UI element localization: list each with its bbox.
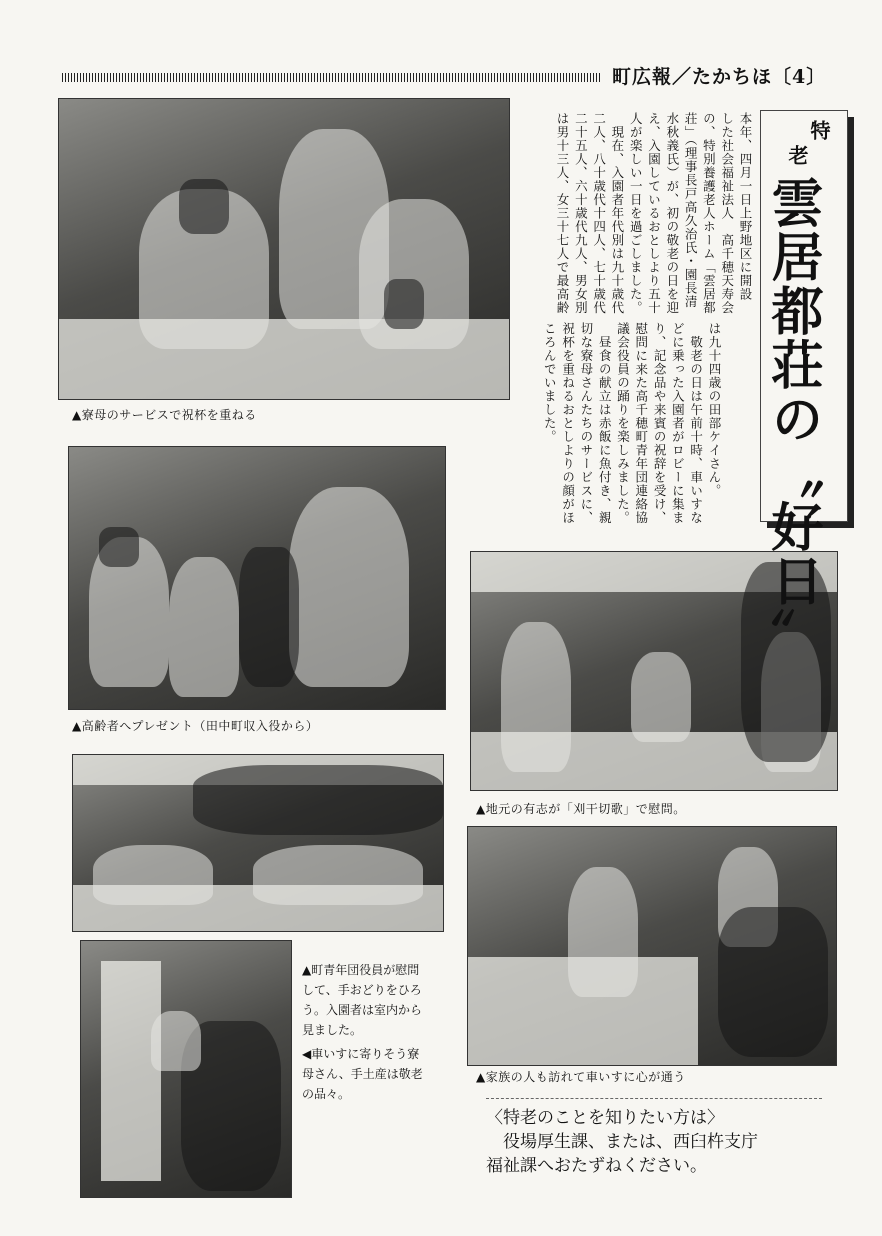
- article-col: り、記念品や来賓の祝辞を受け、: [652, 322, 668, 525]
- caption-photo4: ▲家族の人も訪れて車いすに心が通う: [476, 1070, 686, 1084]
- caption-nurse-wheelchair: [302, 1044, 423, 1104]
- article-col: 切な寮母さんたちのサービスに、: [578, 322, 594, 525]
- article-col: は九十四歳の田部ケイさん。: [706, 322, 722, 498]
- photo-family-visit: [467, 826, 837, 1066]
- article-title: 雲居都荘の〝好日〟: [762, 176, 822, 662]
- caption-line: の品々。: [302, 1087, 351, 1101]
- article-col: は男十三人、女三十七人で最高齢: [555, 112, 571, 315]
- caption-line: 見ました。: [302, 1023, 363, 1037]
- article-col: の、特別養護老人ホーム「雲居都: [701, 112, 717, 315]
- info-divider: [486, 1098, 822, 1099]
- caption-youth-dance: [302, 960, 422, 1040]
- caption-photo2: ▲高齢者へプレゼント（田中町収入役から）: [72, 719, 319, 733]
- article-col: 祝杯を重ねるおとしよりの顔がほ: [560, 322, 576, 525]
- article-col: した社会福祉法人 高千穂天寿会: [719, 112, 735, 315]
- info-text: [486, 1106, 758, 1178]
- article-col: 慰問に来た高千穂町青年団連絡協: [633, 322, 649, 525]
- page-header-title: 町広報／たかちほ〔4〕: [612, 66, 827, 88]
- article-col: どに乗った入園者がロビーに集ま: [670, 322, 686, 525]
- article-col: 二十五人、六十歳代九人、男女別: [573, 112, 589, 315]
- caption-line: ▲町青年団役員が慰問: [302, 963, 420, 977]
- info-line: 役場厚生課、または、西臼杵支庁: [486, 1132, 758, 1152]
- article-col: 二人、八十歳代十四人、七十歳代: [591, 112, 607, 315]
- header-rule: [62, 73, 602, 82]
- article-col: 本年、四月一日上野地区に開設: [738, 112, 753, 301]
- article-col: 人が楽しい一日を過ごしました。: [628, 112, 644, 315]
- caption-line: う。入園者は室内から: [302, 1003, 423, 1017]
- photo-present: [68, 446, 446, 710]
- caption-line: 母さん、手土産は敬老: [302, 1067, 423, 1081]
- info-line: 福祉課へおたずねください。: [486, 1156, 707, 1176]
- article-col: 敬老の日は午前十時、車いすな: [688, 322, 704, 525]
- article-col: え、入園しているおとしより五十: [646, 112, 662, 315]
- article-col: 昼食の献立は赤飯に魚付き、親: [597, 322, 613, 525]
- caption-line: して、手おどりをひろ: [302, 983, 422, 997]
- article-col: 現在、入園者年代別は九十歳代: [609, 112, 625, 315]
- photo-youth-dance: [72, 754, 444, 932]
- article-col: ころんでいました。: [542, 322, 558, 444]
- article-title-prefix-1: 特: [807, 120, 831, 140]
- article-body-lower: [540, 322, 723, 537]
- info-line: 〈特老のことを知りたい方は〉: [486, 1108, 724, 1128]
- caption-line: ◀車いすに寄りそう寮: [302, 1047, 420, 1061]
- article-col: 荘」（理事長戸高久治氏・園長清: [683, 112, 699, 309]
- article-body: [528, 112, 754, 317]
- article-col: 水秋義氏）が、初の敬老の日を迎: [664, 112, 680, 315]
- article-title-prefix-2: 老: [785, 145, 809, 165]
- photo-toast-service: [58, 98, 510, 400]
- caption-photo3: ▲地元の有志が「刈干切歌」で慰問。: [476, 802, 686, 816]
- article-col: 議会役員の踊りを楽しみました。: [615, 322, 631, 525]
- caption-photo1: ▲寮母のサービスで祝杯を重ねる: [72, 408, 257, 422]
- photo-nurse-wheelchair: [80, 940, 292, 1198]
